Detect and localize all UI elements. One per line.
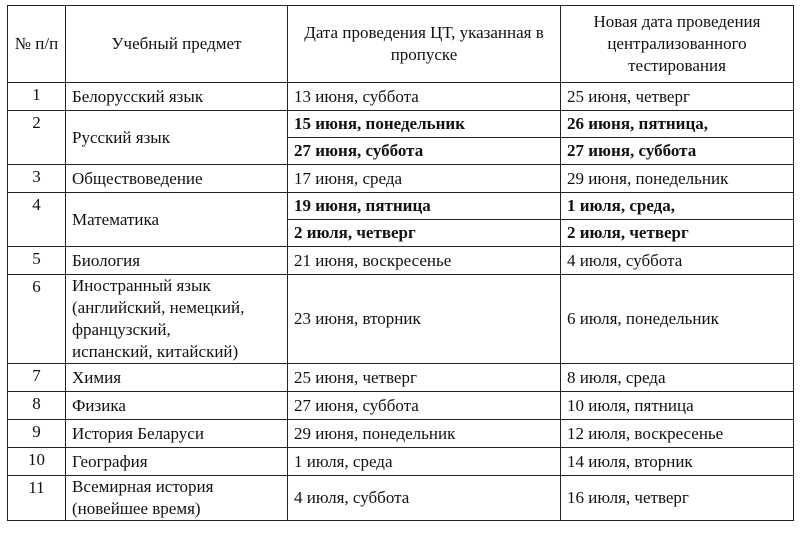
table-row [8,275,794,364]
row-subject: Белорусский язык [66,83,288,111]
table-row [8,165,794,193]
row-num: 4 [8,193,66,247]
row-new-date: 12 июля, воскресенье [561,420,794,448]
row-new-date: 6 июля, понедельник [561,275,794,364]
row-new-date: 4 июля, суббота [561,247,794,275]
row-new-date: 16 июля, четверг [561,476,794,521]
row-old-date: 15 июня, понедельник [288,111,561,138]
row-subject: Биология [66,247,288,275]
row-new-date: 8 июля, среда [561,364,794,392]
table-row [8,392,794,420]
subject-line: Иностранный язык [72,276,211,295]
row-num: 11 [8,476,66,521]
row-old-date-2: 27 июня, суббота [288,138,561,165]
row-new-date-2: 27 июня, суббота [561,138,794,165]
row-new-date: 25 июня, четверг [561,83,794,111]
row-old-date: 29 июня, понедельник [288,420,561,448]
row-subject: Русский язык [66,111,288,165]
table-row [8,111,794,138]
table-row [8,364,794,392]
row-old-date: 25 июня, четверг [288,364,561,392]
row-subject: Физика [66,392,288,420]
row-subject [66,476,288,521]
table-row [8,420,794,448]
row-num: 2 [8,111,66,165]
subject-line: французский, [72,320,171,339]
subject-line: испанский, китайский) [72,342,239,361]
subject-line: Всемирная история [72,477,214,496]
row-subject: Обществоведение [66,165,288,193]
row-num: 7 [8,364,66,392]
row-old-date-2: 2 июля, четверг [288,220,561,247]
header-new-date: Новая дата проведения централизованного тестирования [561,6,794,83]
exam-schedule-table [7,5,794,521]
row-old-date: 17 июня, среда [288,165,561,193]
row-new-date: 29 июня, понедельник [561,165,794,193]
row-num: 8 [8,392,66,420]
header-row [8,6,794,83]
row-num: 6 [8,275,66,364]
row-new-date: 10 июля, пятница [561,392,794,420]
subject-line: (новейшее время) [72,499,201,518]
subject-line: (английский, немецкий, [72,298,245,317]
row-old-date: 23 июня, вторник [288,275,561,364]
row-old-date: 4 июля, суббота [288,476,561,521]
header-subject: Учебный предмет [66,6,288,83]
row-new-date: 14 июля, вторник [561,448,794,476]
row-num: 1 [8,83,66,111]
header-old-date: Дата проведения ЦТ, указанная в пропуске [288,6,561,83]
row-subject: Химия [66,364,288,392]
row-old-date: 1 июля, среда [288,448,561,476]
row-old-date: 13 июня, суббота [288,83,561,111]
row-old-date: 27 июня, суббота [288,392,561,420]
row-subject: География [66,448,288,476]
table-row [8,448,794,476]
table-row [8,247,794,275]
row-num: 5 [8,247,66,275]
table-row [8,83,794,111]
row-old-date: 21 июня, воскресенье [288,247,561,275]
table-row [8,193,794,220]
row-num: 10 [8,448,66,476]
row-new-date-2: 2 июля, четверг [561,220,794,247]
row-new-date: 26 июня, пятница, [561,111,794,138]
row-subject: Математика [66,193,288,247]
row-old-date: 19 июня, пятница [288,193,561,220]
row-num: 9 [8,420,66,448]
header-num: № п/п [8,6,66,83]
table-row [8,476,794,521]
row-subject: История Беларуси [66,420,288,448]
row-num: 3 [8,165,66,193]
row-new-date: 1 июля, среда, [561,193,794,220]
row-subject [66,275,288,364]
